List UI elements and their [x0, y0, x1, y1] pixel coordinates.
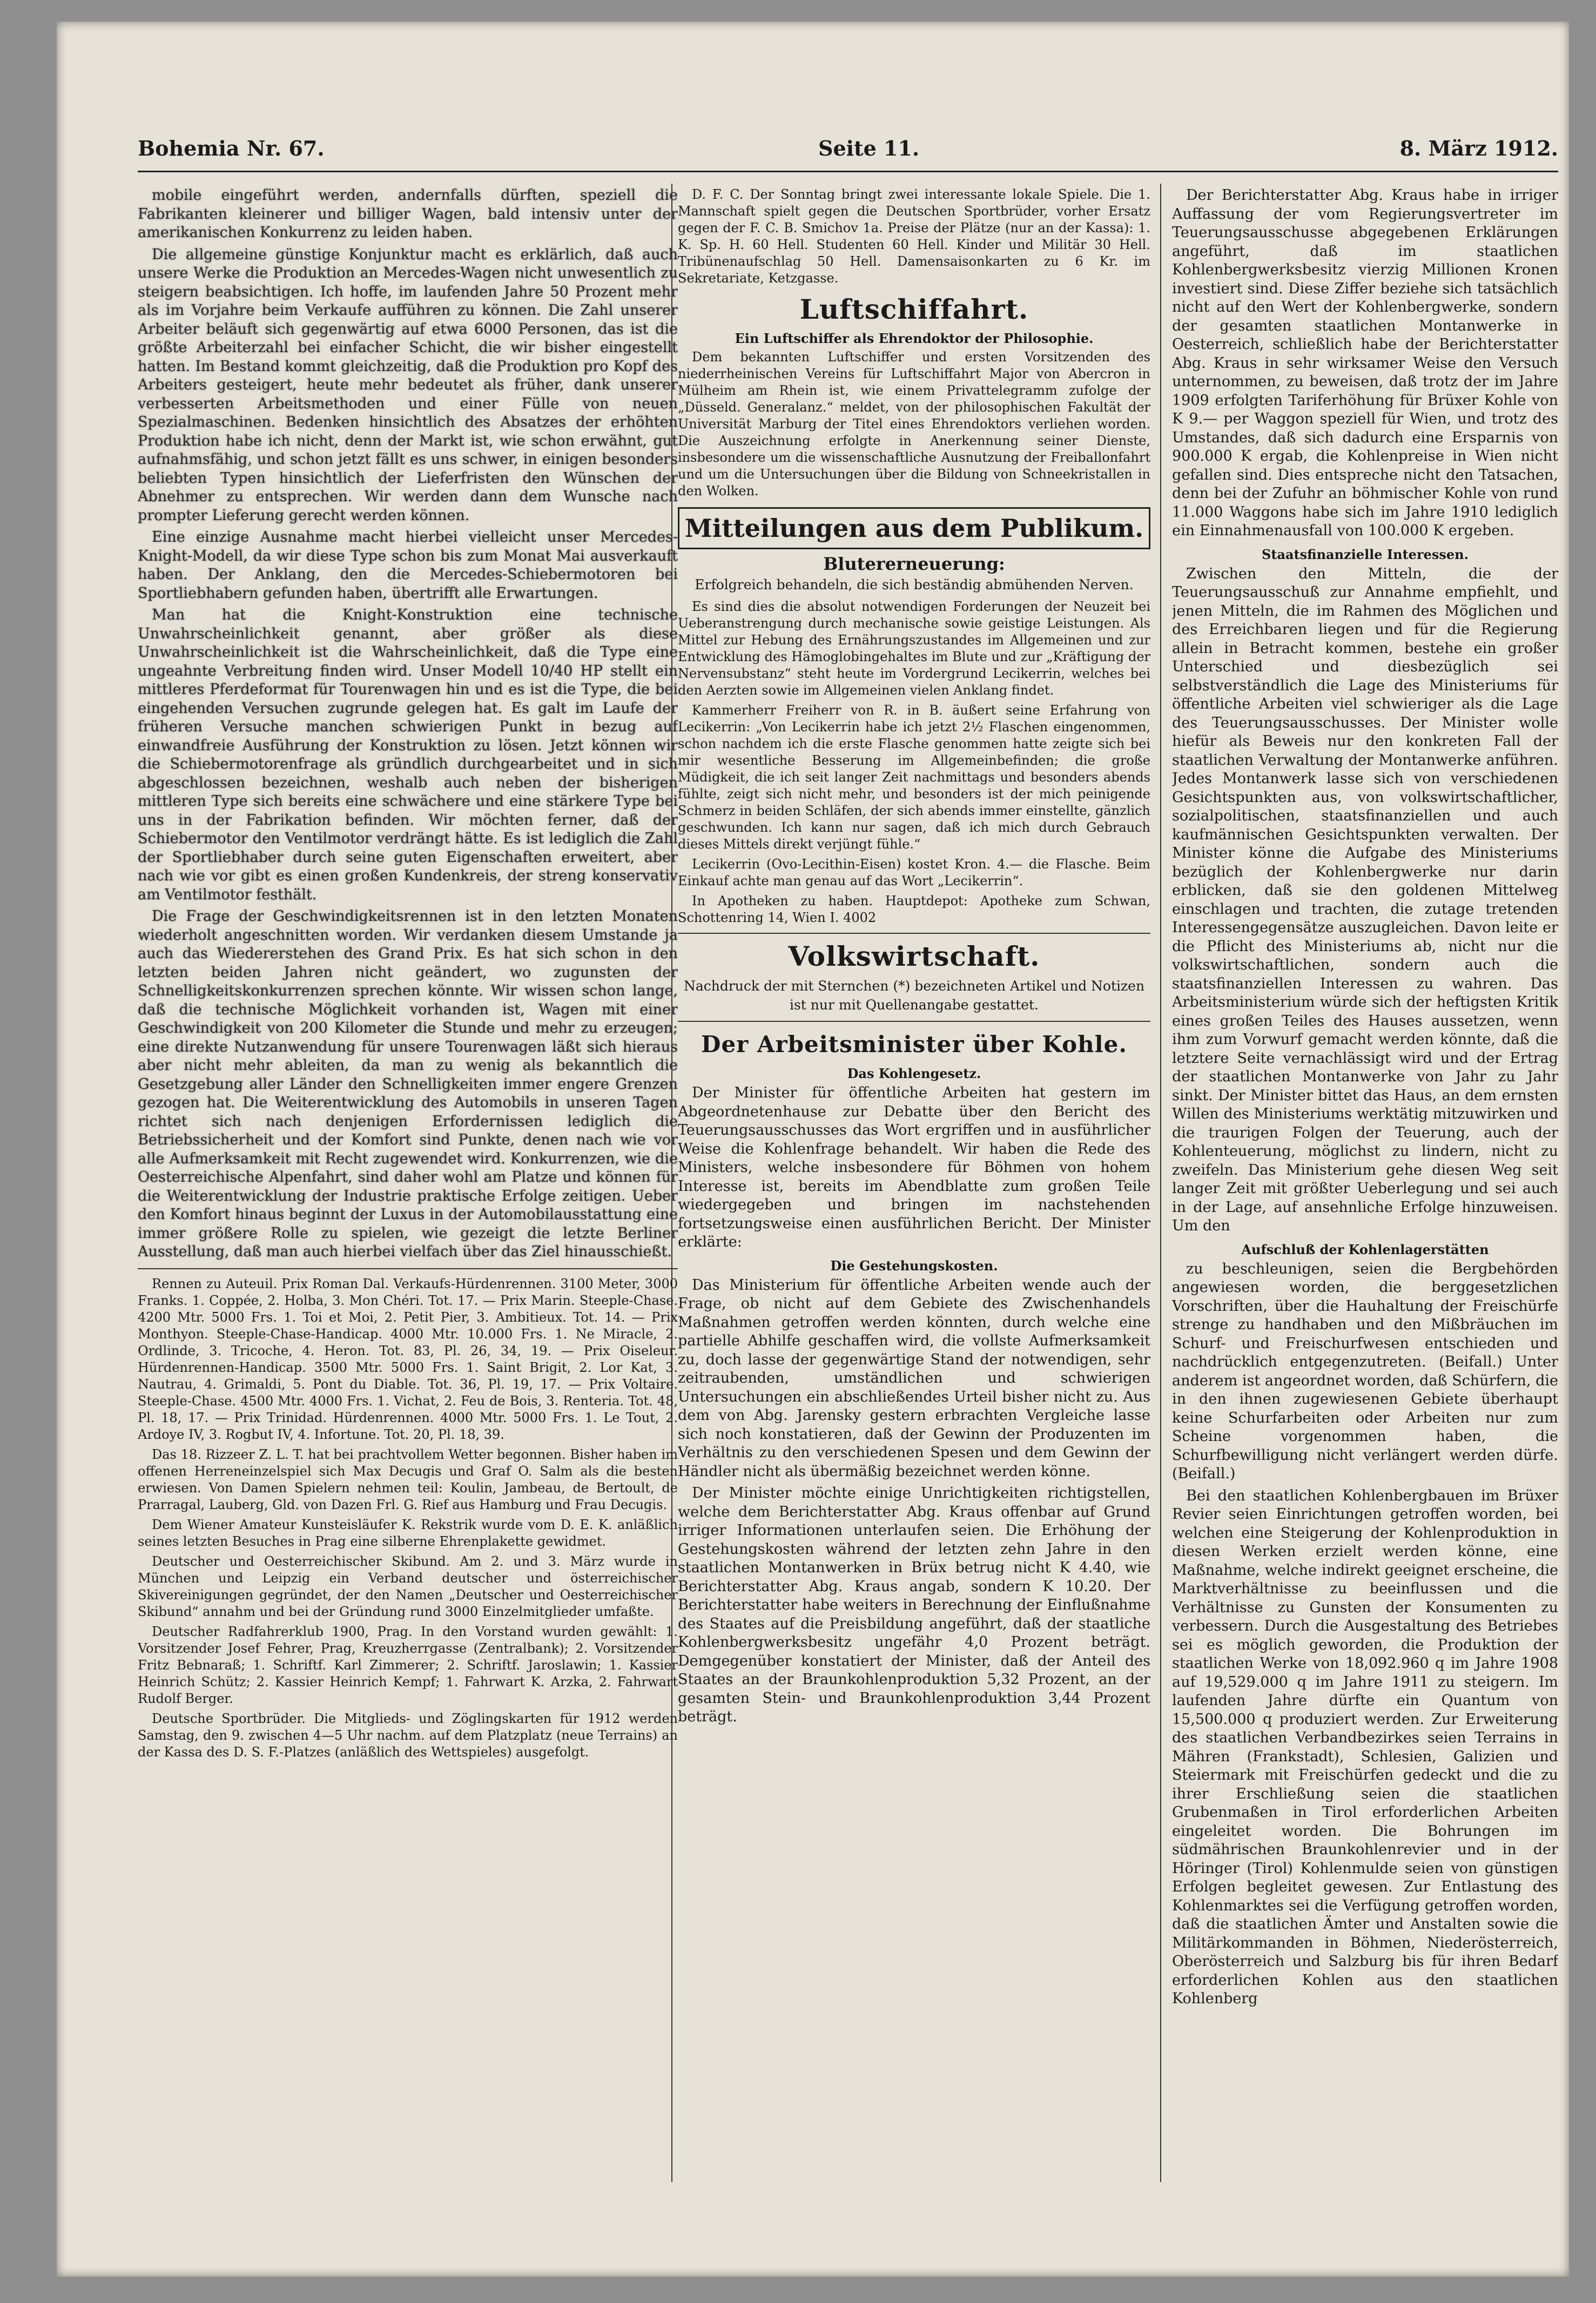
article-paragraph: Das Ministerium für öffentliche Arbeiten wende auch der Frage, ob nicht auf dem Gebiete des Zwischenhandels Maßnahmen getroffen werden könnten, durch welche eine partielle Abhilfe geschaffen wird, die vollste Aufmerksamkeit zu, doch lasse der gegenwärtige Stand der notwendigen, sehr zeitraubenden, umständlichen und schwierigen Untersuchungen ein abschließendes Urteil bisher nicht zu. Aus dem von Abg. Jarensky gestern erbrachten Vergleiche lasse sich noch konstatieren, daß der Gewinn der Produzenten im Verhältnis zu den verschiedenen Spesen und dem Gewinn der Händler nicht als übermäßig bezeichnet werden könne. [678, 1276, 1150, 1480]
section-rule [138, 1268, 678, 1269]
advert-subline: Erfolgreich behandeln, die sich beständig abmühenden Nerven. [695, 576, 1134, 592]
section-title: Luftschiffahrt. [799, 293, 1029, 325]
section-rule [678, 933, 1150, 934]
section-title: Volkswirtschaft. [788, 940, 1040, 972]
article-paragraph: Die allgemeine günstige Konjunktur macht es erklärlich, daß auch unsere Werke die Produktion an Mercedes-Wagen nicht unwesentlich zu steigern beabsichtigen. Ich hoffe, im laufenden Jahre 50 Prozent mehr als im Vorjahre beim Verkaufe aufführen zu können. Die Zahl unserer Arbeiter beläuft sich gegenwärtig auf etwa 6000 Personen, das ist die größte Arbeiterzahl bei einfacher Schicht, die wir bisher eingestellt hatten. Im Bestand kommt gleichzeitig, daß die Produktion pro Kopf des Arbeiters gesteigert, heute mehr bedeutet als früher, dank unserer verbesserten Arbeitsmethoden und einer Fülle von neuen Spezialmaschinen. Bedenken hinsichtlich des Absatzes der erhöhten Produktion habe ich nicht, denn der Markt ist, wie schon erwähnt, gut aufnahmsfähig, und schon jetzt fällt es uns schwer, in einigen besonders beliebten Typen hinsichtlich der Lieferfristen den Wünschen der Abnehmer zu entsprechen. Wir werden dann dem Wunsche nach prompter Lieferung gerecht werden können. [138, 246, 678, 524]
article-paragraph: Der Berichterstatter Abg. Kraus habe in irriger Auffassung der vom Regierungsvertreter im Teuerungsausschusse abgegebenen Erklärungen angeführt, daß im staatlichen Kohlenbergwerksbesitz vierzig Millionen Kronen investiert sind. Diese Ziffer beziehe sich tatsächlich nicht auf den Wert der Kohlenbergwerke, sondern der gesamten staatlichen Montanwerke in Oesterreich, schließlich habe der Berichterstatter Abg. Kraus in sehr wirksamer Weise den Versuch unternommen, zu beweisen, daß trotz der im Jahre 1909 erfolgten Tariferhöhung für Brüxer Kohle von K 9.— per Waggon speziell für Wien, und trotz des Umstandes, daß sich dadurch eine Ersparnis von 900.000 K ergab, die Kohlenpreise in Wien nicht gefallen sind. Dies entspreche nicht den Tatsachen, denn bei der Zufuhr an böhmischer Kohle von rund 11.000 Waggons habe sich im Jahre 1910 lediglich ein Einnahmenausfall von 100.000 K ergeben. [1172, 187, 1558, 539]
article-subtitle: Das Kohlengesetz. [847, 1066, 981, 1081]
header-date: 8. März 1912. [1399, 136, 1558, 160]
header-publication: Bohemia Nr. 67. [138, 136, 325, 160]
article-paragraph: zu beschleunigen, seien die Bergbehörden angewiesen worden, die berggesetzlichen Vorschriften, über die Hauhaltung der Freischürfe strenge zu handhaben und den Mißbräuchen im Schurf- und Freischurfwesen entschieden und nachdrücklich entgegenzutreten. (Beifall.) Unter anderem ist angeordnet worden, daß Schürfern, die in den ihnen zugewiesenen Gebiete überhaupt keine Schurfarbeiten oder Arbeiten nur zum Scheine vorgenommen haben, die Schurfbewilligung nicht verlängert werden dürfe. (Beifall.) [1172, 1260, 1558, 1482]
column-1 [138, 186, 678, 2174]
sport-notice: Deutscher und Oesterreichischer Skibund. Am 2. und 3. März wurde in München und Leipzig ein Verband deutscher und österreichischer Skivereinigungen gegründet, der den Namen „Deutscher und Oesterreichischer Skibund“ annahm und bei der Gründung rund 3000 Einzelmitglieder umfaßte. [138, 1553, 678, 1619]
header-rule [138, 171, 1558, 172]
sport-notice: Deutscher Radfahrerklub 1900, Prag. In den Vorstand wurden gewählt: 1. Vorsitzender Josef Fehrer, Prag, Kreuzherrgasse (Zentralbank); 2. Vorsitzender Fritz Bebnaraß; 1. Schriftf. Karl Zimmerer; 2. Schriftf. Jaroslawin; 1. Kassier Heinrich Schütz; 2. Kassier Heinrich Kempf; 1. Fahrwart K. Arzka, 2. Fahrwart Rudolf Berger. [138, 1624, 678, 1706]
sport-notice: D. F. C. Der Sonntag bringt zwei interessante lokale Spiele. Die 1. Mannschaft spielt gegen die Deutschen Sportbrüder, vorher Ersatz gegen der F. C. B. Smichov 1a. Preise der Plätze (nur an der Kassa): 1. K. Sp. H. 60 Hell. Studenten 60 Hell. Kinder und Militär 30 Hell. Tribünenaufschlag 50 Hell. Damensaisonkarten zu 6 Kr. im Sekretariate, Ketzgasse. [678, 187, 1150, 286]
article-subtitle: Staatsfinanzielle Interessen. [1262, 546, 1469, 562]
running-header [138, 136, 1558, 169]
article-headline: Der Arbeitsminister über Kohle. [701, 1031, 1127, 1058]
article-subtitle: Aufschluß der Kohlenlagerstätten [1241, 1241, 1489, 1257]
article-paragraph: Dem bekannten Luftschiffer und ersten Vorsitzenden des niederrheinischen Vereins für Luftschiffahrt Major von Abercron in Mülheim am Rhein ist, wie einem Privattelegramm zufolge der „Düsseld. Generalanz.“ meldet, von der philosophischen Fakultät der Universität Marburg der Titel eines Ehrendoktors verliehen worden. Die Auszeichnung erfolgte in Anerkennung seiner Dienste, insbesondere um die wissenschaftliche Ausnutzung der Freiballonfahrt und um die Untersuchungen über die Bildung von Schneekristallen in den Wolken. [678, 349, 1150, 499]
advert-headline: Blutererneuerung: [823, 554, 1005, 574]
header-page-number: Seite 11. [818, 136, 920, 160]
article-paragraph: Der Minister möchte einige Unrichtigkeiten richtigstellen, welche dem Berichterstatter Abg. Kraus offenbar auf Grund irriger Informationen unterlaufen seien. Die Erhöhung der Gestehungskosten während der letzten zehn Jahre in den staatlichen Montanwerken in Brüx betrug nicht K 4.40, wie Berichterstatter Abg. Kraus angab, sondern K 10.20. Der Berichterstatter habe weiters in Berechnung der Einflußnahme des Staates auf die Preisbildung angeführt, daß der staatliche Kohlenbergwerksbesitz ungefähr 4,0 Prozent beträgt. Demgegenüber konstatiert der Minister, daß der Anteil des Staates an der Braunkohlenproduktion 5,32 Prozent, an der gesamten Stein- und Braunkohlenproduktion 3,44 Prozent beträgt. [678, 1485, 1150, 1725]
article-paragraph: Die Frage der Geschwindigkeitsrennen ist in den letzten Monaten wiederholt angeschnitten worden. Wir verdanken diesem Umstande ja auch das Wiedererstehen des Grand Prix. Es hat sich schon in den letzten beiden Jahren nicht geändert, wo zugunsten der Schnelligkeitskonkurrenzen sprechen könnte. Wir wissen schon lange, daß die technische Möglichkeit vorhanden ist, Wagen mit einer Geschwindigkeit von 200 Kilometer die Stunde und mehr zu erzeugen; eine direkte Nutzanwendung für unsere Tourenwagen läßt sich hieraus aber nicht mehr ableiten, da man zu wenig als bekanntlich die Gesetzgebung aller Länder den Schnelligkeiten immer engere Grenzen gezogen hat. Die Weiterentwicklung des Automobils in unseren Tagen richtet sich nach denjenigen Erfordernissen lediglich die Betriebssicherheit und der Komfort sind Punkte, denen nach wie vor alle Aufmerksamkeit mit Recht zugewendet wird. Konkurrenzen, wie die Oesterreichische Alpenfahrt, sind daher wohl am Platze und können für die Weiterentwicklung der Industrie praktische Erfolge zeitigen. Ueber den Komfort hinaus beginnt der Luxus in der Automobilausstattung eine immer größere Rolle zu spielen, wie gezeigt die letzte Berliner Ausstellung, daß man auch hierbei vielfach über das Ziel hinausschießt. [138, 908, 678, 1260]
newspaper-page [57, 22, 1569, 2277]
article-subtitle: Ein Luftschiffer als Ehrendoktor der Philosophie. [735, 331, 1094, 346]
reprint-notice: Nachdruck der mit Sternchen (*) bezeichneten Artikel und Notizen ist nur mit Quellenangabe gestattet. [683, 978, 1145, 1013]
sport-notice: Rennen zu Auteuil. Prix Roman Dal. Verkaufs-Hürdenrennen. 3100 Meter, 3000 Franks. 1. Coppée, 2. Holba, 3. Mon Chéri. Tot. 17. — Prix Marin. Steeple-Chase. 4200 Mtr. 5000 Frs. 1. Toi et Moi, 2. Petit Pier, 3. Ambitieux. Tot. 14. — Prix Monthyon. Steeple-Chase-Handicap. 4000 Mtr. 10.000 Frs. 1. Ne Miracle, 2. Ordlinde, 3. Tricoche, 4. Heron. Tot. 83, Pl. 26, 34, 19. — Prix Oiseleur. Hürdenrennen-Handicap. 3500 Mtr. 5000 Frs. 1. Saint Brigit, 2. Lor Kat, 3. Nautrau, 4. Grimaldi, 5. Pont du Diable. Tot. 36, Pl. 19, 17. — Prix Voltaire. Steeple-Chase. 4500 Mtr. 4000 Frs. 1. Vichat, 2. Feu de Bois, 3. Renteria. Tot. 48, Pl. 18, 17. — Prix Trinidad. Hürdenrennen. 4000 Mtr. 5000 Frs. 1. Le Tout, 2. Ardoye IV, 3. Rogbut IV, 4. Infortune. Tot. 20, Pl. 18, 39. [138, 1276, 678, 1442]
article-paragraph: Eine einzige Ausnahme macht hierbei vielleicht unser Mercedes-Knight-Modell, da wir diese Type schon bis zum Monat Mai ausverkauft haben. Der Anklang, den die Mercedes-Schiebermotoren bei Sportliebhabern gefunden haben, übertrifft alle Erwartungen. [138, 529, 678, 602]
article-subtitle: Die Gestehungskosten. [830, 1257, 998, 1274]
section-rule [678, 1021, 1150, 1022]
article-paragraph: Man hat die Knight-Konstruktion eine technische Unwahrscheinlichkeit genannt, aber größer als diese Unwahrscheinlichkeit ist die Wahrscheinlichkeit, daß die Type eine ungeahnte Verbreitung finden wird. Unser Modell 10/40 HP stellt ein mittleres Pferdeformat für Tourenwagen hin und es ist die Type, die bei eingehenden Versuchen zugrunde gelegen hat. Es galt im Laufe der früheren Versuche manchen schwierigen Punkt in bezug auf einwandfreie Ausführung der Konstruktion zu lösen. Jetzt können wir die Schiebermotorenfrage als gründlich durchgearbeitet und in sich abgeschlossen bezeichnen, weshalb auch neben der bisherigen mittleren Type sich bereits eine schwächere und eine stärkere Type bei uns in der Fabrikation befinden. Wir möchten ferner, daß der Schiebermotor den Ventilmotor verdrängt hätte. Es ist lediglich die Zahl der Sportliebhaber durch seine guten Eigenschaften erweitert, aber nach wie vor gibt es einen großen Kundenkreis, der streng konservativ am Ventilmotor festhält. [138, 607, 678, 903]
article-paragraph: Der Minister für öffentliche Arbeiten hat gestern im Abgeordnetenhause zur Debatte über den Bericht des Teuerungsausschusses das Wort ergriffen und in ausführlicher Weise die Kohlenfrage behandelt. Wir haben die Rede des Ministers, welche insbesondere für Böhmen von hohem Interesse ist, bereits im Abendblatte zum großen Teile wiedergegeben und bringen im nachstehenden fortsetzungsweise einen ausführlichen Bericht. Der Minister erklärte: [678, 1085, 1150, 1250]
advert-paragraph: Lecikerrin (Ovo-Lecithin-Eisen) kostet Kron. 4.— die Flasche. Beim Einkauf achte man genau auf das Wort „Lecikerrin“. [678, 857, 1150, 888]
column-3 [1172, 186, 1558, 2174]
advert-number: 4002 [843, 910, 877, 925]
article-paragraph: Zwischen den Mitteln, die der Teuerungsausschuß zur Annahme empfiehlt, und jenen Mitteln, die im Rahmen des Möglichen und des Erreichbaren liegen und für die Regierung allein in Betracht kommen, bestehe ein großer Unterschied und diesbezüglich sei selbstverständlich die Lage des Ministeriums für öffentliche Arbeiten viel schwieriger als die Lage des Teuerungsausschusses. Der Minister wolle hiefür als Beweis nur den konkreten Fall der staatlichen Verwaltung der Montanwerke anführen. Jedes Montanwerk lasse sich von verschiedenen Gesichtspunkten aus, von volkswirtschaftlicher, sozialpolitischen, staatsfinanziellen und auch kaufmännischen Gesichtspunkten verwalten. Der Minister könne die Aufgabe des Ministeriums bezüglich der Kohlenbergwerke nur darin erblicken, daß sie den goldenen Mittelweg einschlagen und trachten, die zutage tretenden Interessengegensätze auszugleichen. Davon leite er die Pflicht des Ministeriums ab, nicht nur die volkswirtschaftlichen, sondern auch die staatsfinanziellen Interessen zu wahren. Das Arbeitsministerium würde sich der heftigsten Kritik eines großen Teiles des Hauses aussetzen, wenn ihm zum Vorwurf gemacht werden könnte, daß die letztere Seite vernachlässigt wird und der Ertrag der staatlichen Montanwerke von Jahr zu Jahr sinkt. Der Minister bittet das Haus, an dem ernsten Willen des Ministeriums werktätig mitzuwirken und die traurigen Folgen der Teuerung, auch der Kohlenteuerung, möglichst zu lindern, nicht zu zweifeln. Das Ministerium gehe diesen Weg seit langer Zeit mit größter Ueberlegung und sei auch in der Lage, auf ansehnliche Erfolge hinzuweisen. Um den [1172, 565, 1558, 1234]
advert-paragraph: Es sind dies die absolut notwendigen Forderungen der Neuzeit bei Ueberanstrengung durch mechanische sowie geistige Leistungen. Als Mittel zur Hebung des Ernährungszustandes im Allgemeinen und zur Entwicklung des Hämoglobingehaltes im Blute und zur „Kräftigung der Nervensubstanz“ steht heute im Vordergrund Lecikerrin, welches bei den Aerzten sowie im Allgemeinen vielen Anklang findet. [678, 599, 1150, 698]
advert-paragraph [678, 893, 1150, 926]
sport-notice: Deutsche Sportbrüder. Die Mitglieds- und Zöglingskarten für 1912 werden Samstag, den 9. zwischen 4—5 Uhr nachm. auf dem Platzplatz (neue Terrains) an der Kassa des D. S. F.-Platzes (anläßlich des Wettspieles) ausgefolgt. [138, 1711, 678, 1760]
sport-notice: Dem Wiener Amateur Kunsteisläufer K. Rekstrik wurde vom D. E. K. anläßlich seines letzten Besuches in Prag eine silberne Ehrenplakette gewidmet. [138, 1517, 678, 1549]
sport-notice: Das 18. Rizzeer Z. L. T. hat bei prachtvollem Wetter begonnen. Bisher haben im offenen Herreneinzelspiel sich Max Decugis und Graf O. Salm als die besten erwiesen. Von Damen Spielern nehmen teil: Koulin, Jambeau, de Bertoult, de Prarragal, Lauberg, Gld. von Dazen Frl. G. Rief aus Hamburg und Frau Decugis. [138, 1446, 678, 1512]
advert-address: In Apotheken zu haben. Hauptdepot: Apotheke zum Schwan, Schottenring 14, Wien I. [678, 893, 1150, 925]
section-title: Mitteilungen aus dem Publikum. [678, 507, 1150, 549]
article-paragraph: Bei den staatlichen Kohlenbergbauen im Brüxer Revier seien Einrichtungen getroffen worden, bei welchen eine Steigerung der Kohlenproduktion in diesen Werken erzielt werden könne, eine Maßnahme, welche indirekt geeignet erscheine, die Marktverhältnisse zu beeinflussen und die Verhältnisse zu Gunsten der Konsumenten zu verbessern. Durch die Ausgestaltung des Betriebes sei es möglich geworden, die Produktion der staatlichen Werke von 18,092.960 q im Jahre 1908 auf 19,529.000 q im Jahre 1911 zu steigern. Im laufenden Jahre dürfte ein Quantum von 15,500.000 q produziert werden. Zur Erweiterung des staatlichen Verbandbezirkes seien Terrains in Mähren (Frankstadt), Schlesien, Galizien und Steiermark mit Freischürfen gedeckt und die zu ihrer Erschließung seien die staatlichen Grubenmaßen in Tirol erforderlichen Arbeiten eingeleitet worden. Die Bohrungen im südmährischen Braunkohlenrevier und in der Höringer (Tirol) Kohlenmulde seien von günstigen Erfolgen begleitet gewesen. Zur Entlastung des Kohlenmarktes sei die Verfügung getroffen worden, daß die staatlichen Ämter und Anstalten sowie die Militärkommanden in Böhmen, Niederösterreich, Oberösterreich und Salzburg bis für ihren Bedarf erforderlichen Kohlen aus den staatlichen Kohlenberg [1172, 1487, 1558, 2007]
column-2 [678, 186, 1150, 2174]
advert-paragraph: Kammerherr Freiherr von R. in B. äußert seine Erfahrung von Lecikerrin: „Von Lecikerrin habe ich jetzt 2½ Flaschen eingenommen, schon nachdem ich die erste Flasche genommen hatte zeigte sich bei mir wesentliche Besserung im Allgemeinbefinden; die große Müdigkeit, die ich seit langer Zeit nachmittags und besonders abends fühlte, zeigt sich nicht mehr, und besonders ist der mich peinigende Schmerz in beiden Schläfen, der sich abends immer einstellte, gänzlich geschwunden. Ich kann nur sagen, daß ich mich durch Gebrauch dieses Mittels direkt verjüngt fühle.“ [678, 703, 1150, 852]
article-paragraph: mobile eingeführt werden, andernfalls dürften, speziell die Fabrikanten kleinerer und billiger Wagen, bald intensiv unter der amerikanischen Konkurrenz zu leiden haben. [138, 187, 678, 241]
column-divider [1160, 184, 1161, 2182]
